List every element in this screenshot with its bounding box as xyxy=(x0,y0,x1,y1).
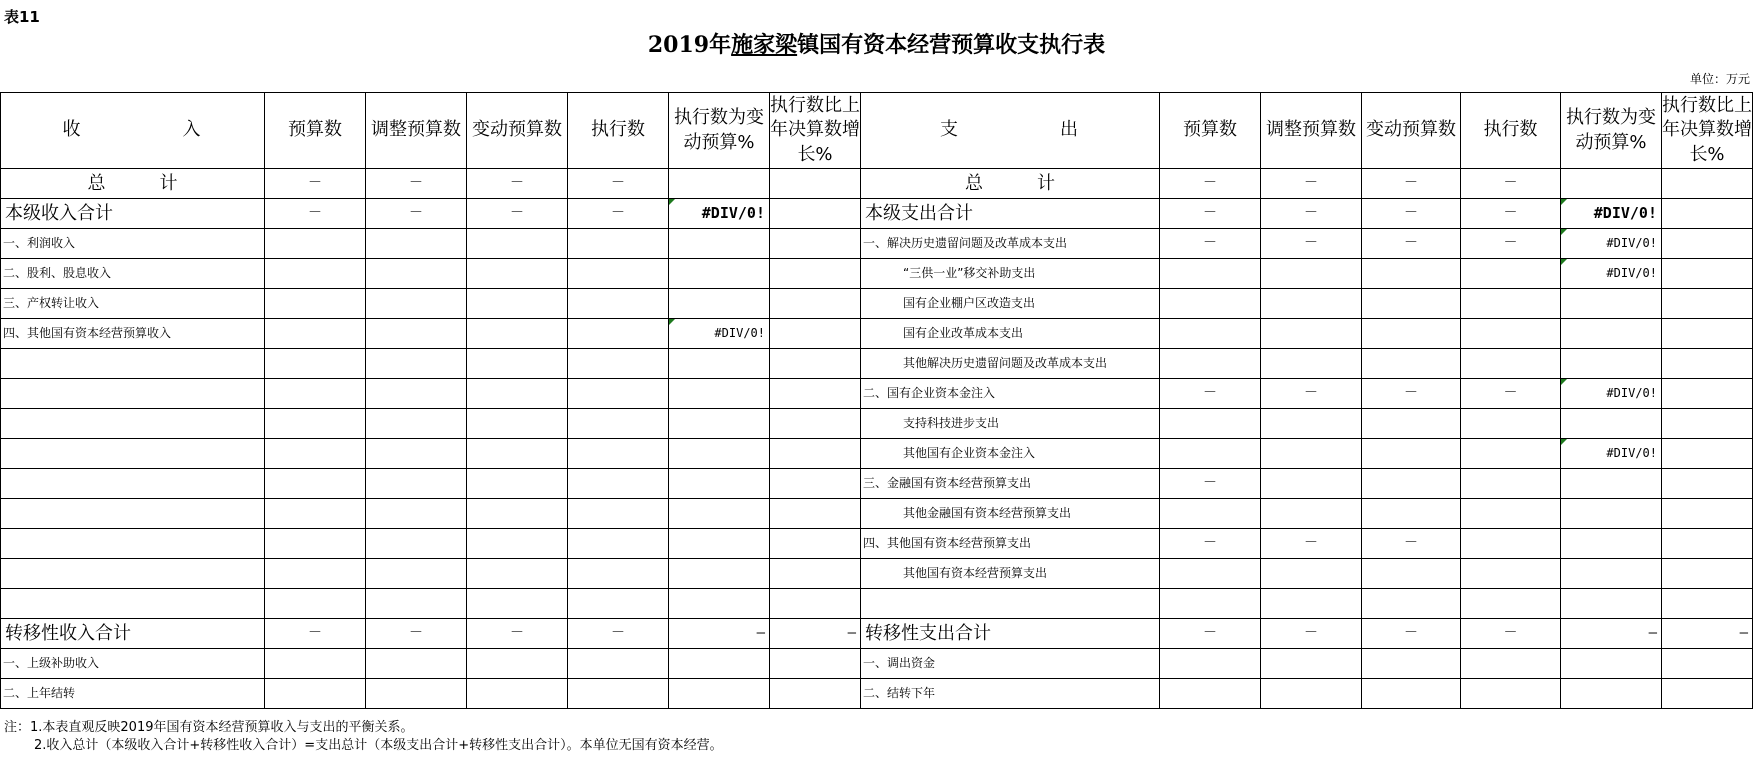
table-row xyxy=(1,349,1753,379)
header-budget: 预算数 xyxy=(1160,93,1261,169)
note-2: 2.收入总计（本级收入合计+转移性收入合计）=支出总计（本级支出合计+转移性支出合计）。本单位无国有资本经营。 xyxy=(34,738,723,753)
income-item: 二、股利、股息收入 xyxy=(1,259,265,289)
income-item: 四、其他国有资本经营预算收入 xyxy=(1,319,265,349)
expense-total-label: 总 计 xyxy=(861,169,1160,199)
table-row xyxy=(1,409,1753,439)
cell-emdash: — xyxy=(1662,619,1753,649)
cell-empty xyxy=(1662,169,1753,199)
header-adjusted: 调整预算数 xyxy=(366,93,467,169)
header-exec-pct: 执行数为变动预算% xyxy=(1561,93,1662,169)
cell-dash: － xyxy=(1160,379,1261,409)
table-row xyxy=(1,229,1753,259)
expense-item: 其他金融国有资本经营预算支出 xyxy=(861,499,1160,529)
header-executed: 执行数 xyxy=(568,93,669,169)
cell-dash: － xyxy=(265,169,366,199)
cell-dash: － xyxy=(1160,619,1261,649)
page-title xyxy=(0,28,1753,59)
cell-dash: － xyxy=(1261,199,1362,229)
table-row xyxy=(1,679,1753,709)
expense-transfer-total: 转移性支出合计 xyxy=(861,619,1160,649)
cell-dash: － xyxy=(1261,229,1362,259)
cell-empty xyxy=(770,199,861,229)
cell-div0: #DIV/0! xyxy=(1561,229,1662,259)
cell-dash: － xyxy=(467,619,568,649)
expense-transfer-item: 二、结转下年 xyxy=(861,679,1160,709)
cell-dash: － xyxy=(366,169,467,199)
expense-item: 其他解决历史遗留问题及改革成本支出 xyxy=(861,349,1160,379)
cell-dash: － xyxy=(1160,199,1261,229)
header-expense: 支 出 xyxy=(861,93,1160,169)
total-row xyxy=(1,169,1753,199)
income-transfer-item: 一、上级补助收入 xyxy=(1,649,265,679)
cell-dash: － xyxy=(1261,619,1362,649)
cell-dash: － xyxy=(1362,199,1461,229)
cell-dash: － xyxy=(568,169,669,199)
expense-item: 四、其他国有资本经营预算支出 xyxy=(861,529,1160,559)
expense-transfer-item: 一、调出资金 xyxy=(861,649,1160,679)
income-item: 三、产权转让收入 xyxy=(1,289,265,319)
table-number: 表11 xyxy=(4,8,40,26)
expense-item: 其他国有企业资本金注入 xyxy=(861,439,1160,469)
header-changed: 变动预算数 xyxy=(1362,93,1461,169)
header-adjusted: 调整预算数 xyxy=(1261,93,1362,169)
expense-item: 一、解决历史遗留问题及改革成本支出 xyxy=(861,229,1160,259)
expense-item: 支持科技进步支出 xyxy=(861,409,1160,439)
cell-emdash: — xyxy=(770,619,861,649)
income-transfer-item: 二、上年结转 xyxy=(1,679,265,709)
expense-own-total: 本级支出合计 xyxy=(861,199,1160,229)
table-row xyxy=(1,439,1753,469)
cell-dash: － xyxy=(467,169,568,199)
cell-div0: #DIV/0! xyxy=(669,199,770,229)
cell-dash: － xyxy=(1362,529,1461,559)
cell-dash: － xyxy=(1261,169,1362,199)
header-executed: 执行数 xyxy=(1461,93,1561,169)
expense-item: 其他国有资本经营预算支出 xyxy=(861,559,1160,589)
header-income: 收 入 xyxy=(1,93,265,169)
cell-empty xyxy=(669,169,770,199)
header-changed: 变动预算数 xyxy=(467,93,568,169)
cell-dash: － xyxy=(1362,229,1461,259)
expense-item: 二、国有企业资本金注入 xyxy=(861,379,1160,409)
cell-div0: #DIV/0! xyxy=(1561,199,1662,229)
cell-dash: － xyxy=(1362,379,1461,409)
expense-item: “三供一业”移交补助支出 xyxy=(861,259,1160,289)
table-row xyxy=(1,559,1753,589)
cell-empty xyxy=(1561,169,1662,199)
cell-dash: － xyxy=(1362,169,1461,199)
income-total-label: 总 计 xyxy=(1,169,265,199)
cell-div0: #DIV/0! xyxy=(1561,379,1662,409)
cell-dash: － xyxy=(1461,229,1561,259)
title-town: 施家梁 xyxy=(731,32,798,58)
cell-empty xyxy=(1662,199,1753,229)
cell-dash: － xyxy=(1160,169,1261,199)
cell-div0: #DIV/0! xyxy=(1561,439,1662,469)
income-item: 一、利润收入 xyxy=(1,229,265,259)
expense-item: 国有企业改革成本支出 xyxy=(861,319,1160,349)
income-transfer-total: 转移性收入合计 xyxy=(1,619,265,649)
table-row xyxy=(1,469,1753,499)
cell-emdash: — xyxy=(669,619,770,649)
cell-dash: － xyxy=(1160,469,1261,499)
header-growth: 执行数比上年决算数增长% xyxy=(1662,93,1753,169)
cell-div0: #DIV/0! xyxy=(1561,259,1662,289)
cell-dash: － xyxy=(265,199,366,229)
title-year: 2019年 xyxy=(647,32,732,58)
cell-emdash: — xyxy=(1561,619,1662,649)
unit-label: 单位：万元 xyxy=(1689,72,1750,86)
cell-dash: － xyxy=(1261,379,1362,409)
cell-dash: － xyxy=(1362,619,1461,649)
cell-dash: － xyxy=(568,619,669,649)
budget-table xyxy=(0,92,1753,709)
table-row xyxy=(1,259,1753,289)
income-own-total: 本级收入合计 xyxy=(1,199,265,229)
expense-item: 三、金融国有资本经营预算支出 xyxy=(861,469,1160,499)
header-row xyxy=(1,93,1753,169)
cell-dash: － xyxy=(366,199,467,229)
cell-dash: － xyxy=(568,199,669,229)
cell-dash: － xyxy=(265,619,366,649)
table-row xyxy=(1,649,1753,679)
table-row xyxy=(1,379,1753,409)
cell-dash: － xyxy=(1160,529,1261,559)
cell-dash: － xyxy=(1261,529,1362,559)
cell-dash: － xyxy=(1461,619,1561,649)
cell-dash: － xyxy=(1461,169,1561,199)
table-row xyxy=(1,319,1753,349)
cell-dash: － xyxy=(1160,229,1261,259)
table-row xyxy=(1,529,1753,559)
table-row xyxy=(1,289,1753,319)
cell-dash: － xyxy=(1461,379,1561,409)
transfer-total-row xyxy=(1,619,1753,649)
header-exec-pct: 执行数为变动预算% xyxy=(669,93,770,169)
cell-dash: － xyxy=(467,199,568,229)
cell-empty xyxy=(770,169,861,199)
table-row xyxy=(1,589,1753,619)
title-rest: 镇国有资本经营预算收支执行表 xyxy=(797,32,1106,58)
expense-item: 国有企业棚户区改造支出 xyxy=(861,289,1160,319)
header-growth: 执行数比上年决算数增长% xyxy=(770,93,861,169)
cell-div0: #DIV/0! xyxy=(669,319,770,349)
header-budget: 预算数 xyxy=(265,93,366,169)
cell-dash: － xyxy=(366,619,467,649)
table-row xyxy=(1,499,1753,529)
note-1: 注：1.本表直观反映2019年国有资本经营预算收入与支出的平衡关系。 xyxy=(4,720,414,735)
own-total-row xyxy=(1,199,1753,229)
cell-dash: － xyxy=(1461,199,1561,229)
